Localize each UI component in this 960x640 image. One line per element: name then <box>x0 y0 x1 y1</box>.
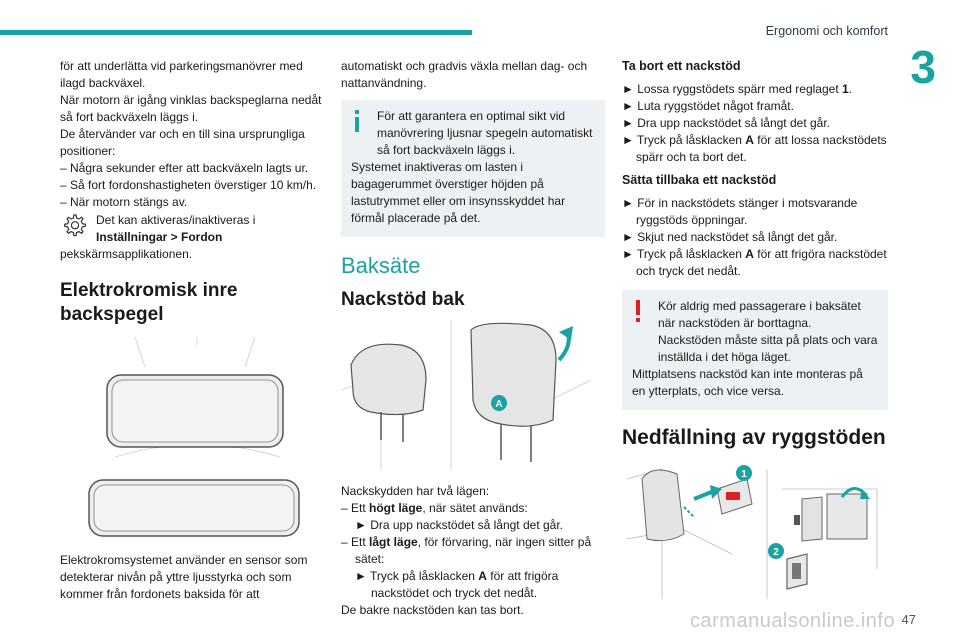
chapter-number: 3 <box>910 41 936 93</box>
section-title: Baksäte <box>341 253 421 278</box>
text: för att frigöra nackstödet och tryck det nedåt. <box>371 569 559 600</box>
step <box>622 81 888 98</box>
list-item <box>341 500 605 517</box>
warning-text: Kör aldrig med passagerare i baksätet när nackstöden är borttagna. Nackstöden måste sitta på plats och vara inställda i det höga läget. <box>658 299 878 364</box>
column-2 <box>341 58 605 619</box>
list-item: – När motorn stängs av. <box>60 195 188 209</box>
text: , när sätet används: <box>422 501 528 515</box>
text: . <box>848 82 853 96</box>
settings-text: Det kan aktiveras/inaktiveras i <box>96 213 256 227</box>
settings-path: Inställningar > Fordon <box>96 230 223 244</box>
info-box <box>341 100 605 237</box>
text: ► Tryck på låsklacken <box>622 133 746 147</box>
list-item <box>341 534 605 568</box>
text: , för förvaring, när ingen sitter på sätet: <box>355 535 592 566</box>
paragraph: pekskärmsapplikationen. <box>60 247 193 261</box>
paragraph: automatiskt och gradvis växla mellan dag- och nattanvändning. <box>341 59 588 90</box>
list-item: – Så fort fordonshastigheten överstiger 10 km/h. <box>60 178 317 192</box>
settings-note <box>60 212 330 246</box>
gear-icon <box>60 212 88 240</box>
header-bar <box>0 30 472 35</box>
warning-box <box>622 290 888 410</box>
step <box>622 246 888 280</box>
section-heading: Nedfällning av ryggstöden <box>622 426 886 449</box>
step <box>622 132 888 166</box>
section-heading: Elektrokromisk inre backspegel <box>60 280 238 325</box>
paragraph: De återvänder var och en till sina ursprungliga positioner: <box>60 127 305 158</box>
text-bold: 1 <box>841 82 849 96</box>
paragraph: för att underlätta vid parkeringsmanövrer med ilagd backväxel. <box>60 59 303 90</box>
text-bold: A <box>745 247 754 261</box>
text: ► Tryck på låsklacken <box>355 569 479 583</box>
page-number: 47 <box>901 612 916 627</box>
text: ► Lossa ryggstödets spärr med reglaget <box>622 82 842 96</box>
caption: Elektrokromsystemet använder en sensor som detekterar nivån på yttre ljusstyrka och som kommer från fordonets baksida för att <box>60 553 308 601</box>
seat-folding-illustration <box>622 459 884 599</box>
text: ► Tryck på låsklacken <box>622 247 746 261</box>
text: – Ett <box>341 501 370 515</box>
paragraph: De bakre nackstöden kan tas bort. <box>341 603 524 617</box>
warning-icon <box>632 300 644 322</box>
info-text: För att garantera en optimal sikt vid manövrering ljusnar spegeln automatiskt så fort backväxeln läggs i. <box>377 109 593 157</box>
warning-text: Mittplatsens nackstöd kan inte monteras på en ytterplats, och vice versa. <box>632 367 863 398</box>
text-bold: lågt läge <box>369 535 418 549</box>
info-text: Systemet inaktiveras om lasten i bagagerummet överstiger höjden på lastutrymmet eller om insynsskyddet har förmål placerade på det. <box>351 160 566 225</box>
step: ► Skjut ned nackstödet så långt det går. <box>622 230 838 244</box>
mirror-illustration <box>85 337 309 537</box>
headrest-illustration <box>341 320 605 470</box>
column-3 <box>622 58 888 604</box>
section-heading: Nackstöd bak <box>341 289 465 310</box>
step: ► Dra upp nackstödet så långt det går. <box>622 116 831 130</box>
column-1 <box>60 58 330 603</box>
info-icon <box>351 110 363 132</box>
paragraph: Nackskydden har två lägen: <box>341 484 490 498</box>
text: för att lossa nackstödets spärr och ta bort det. <box>636 133 887 164</box>
label-a: A <box>495 399 503 410</box>
step: ► Dra upp nackstödet så långt det går. <box>355 518 564 532</box>
text-bold: A <box>745 133 754 147</box>
paragraph: När motorn är igång vinklas backspeglarna nedåt så fort backväxeln läggs i. <box>60 93 322 124</box>
subheading: Ta bort ett nackstöd <box>622 59 741 73</box>
label-1: 1 <box>741 469 747 480</box>
list-item: – Några sekunder efter att backväxeln lagts ur. <box>60 161 309 175</box>
step: ► Luta ryggstödet något framåt. <box>622 99 794 113</box>
subheading: Sätta tillbaka ett nackstöd <box>622 173 777 187</box>
text-bold: högt läge <box>369 501 423 515</box>
watermark: carmanualsonline.info <box>690 610 896 632</box>
chapter-title: Ergonomi och komfort <box>765 24 888 38</box>
label-2: 2 <box>773 547 779 558</box>
text-bold: A <box>478 569 487 583</box>
text: för att frigöra nackstödet och tryck det nedåt. <box>636 247 887 278</box>
step: ► För in nackstödets stänger i motsvarande ryggstöds öppningar. <box>622 196 858 227</box>
step <box>341 568 605 602</box>
text: – Ett <box>341 535 370 549</box>
